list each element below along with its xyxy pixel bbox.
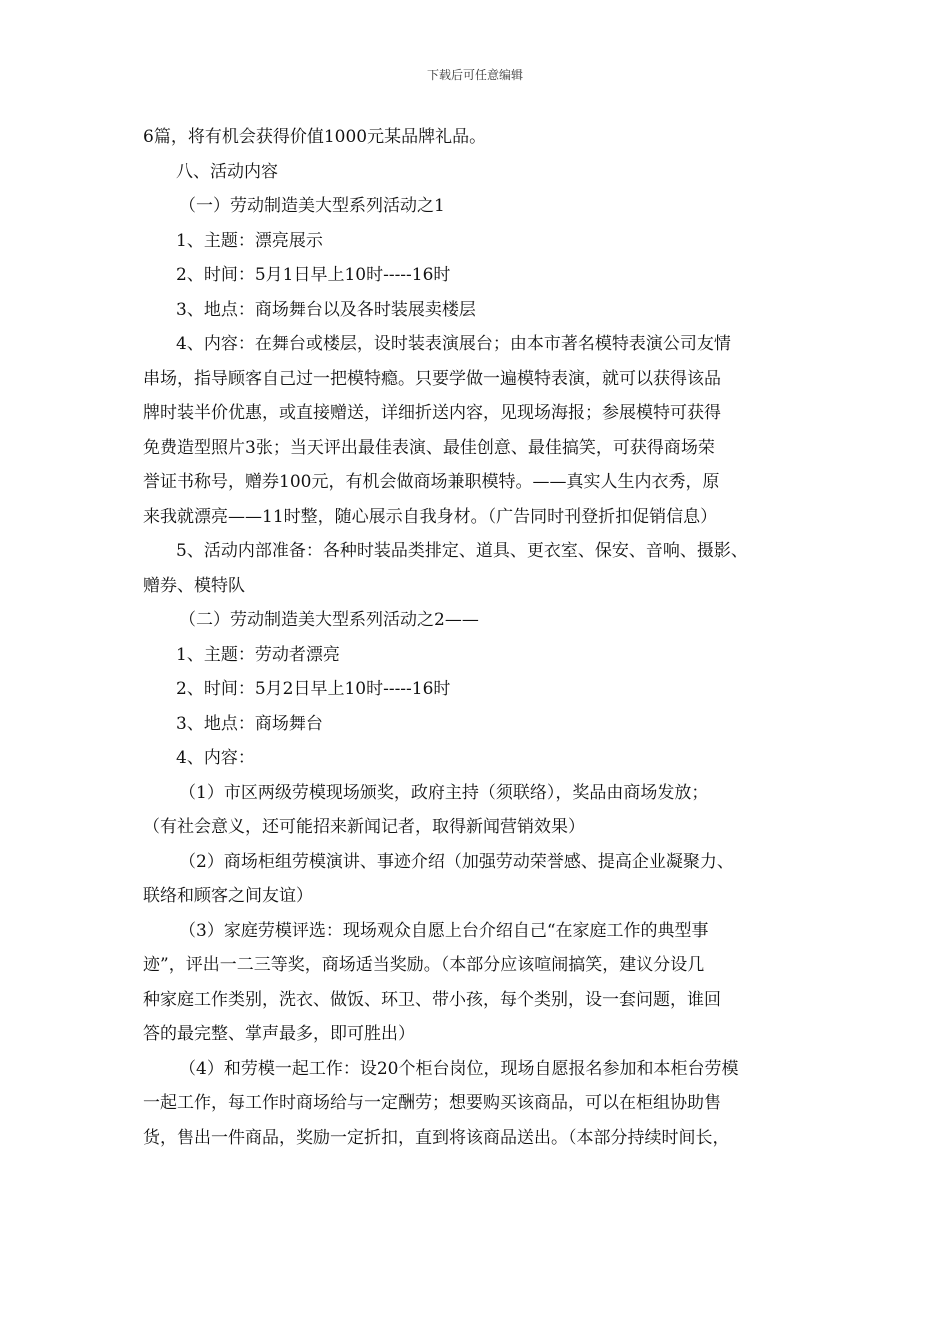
text-line: 货，售出一件商品，奖励一定折扣，直到将该商品送出。（本部分持续时间长， (143, 1127, 730, 1148)
text-line: 免费造型照片3张；当天评出最佳表演、最佳创意、最佳搞笑，可获得商场荣 (143, 437, 715, 458)
text-line: 联络和顾客之间友谊） (143, 886, 313, 906)
subsection-heading: （二）劳动制造美大型系列活动之2—— (179, 610, 479, 630)
text-line: 答的最完整、掌声最多，即可胜出） (143, 1024, 415, 1044)
text-line: 3、地点：商场舞台以及各时装展卖楼层 (176, 299, 476, 320)
text-line: 1、主题：劳动者漂亮 (176, 644, 340, 665)
subsection-heading: （一）劳动制造美大型系列活动之1 (179, 196, 445, 216)
text-line: 串场，指导顾客自己过一把模特瘾。只要学做一遍模特表演，就可以获得该品 (143, 368, 721, 389)
text-line: 2、时间：5月2日早上10时-----16时 (176, 679, 451, 699)
text-line: （2）商场柜组劳模演讲、事迹介绍（加强劳动荣誉感、提高企业凝聚力、 (179, 851, 734, 872)
text-line: 3、地点：商场舞台 (176, 713, 323, 734)
text-line: 迹”，评出一二三等奖，商场适当奖励。（本部分应该喧闹搞笑，建议分设几 (143, 955, 705, 975)
text-line: 种家庭工作类别，洗衣、做饭、环卫、带小孩，每个类别，设一套问题，谁回 (143, 989, 721, 1010)
text-line: （有社会意义，还可能招来新闻记者，取得新闻营销效果） (143, 817, 585, 837)
section-heading: 八、活动内容 (176, 161, 278, 182)
document-body (143, 120, 823, 1155)
text-line: 4、内容： (176, 748, 255, 768)
text-line: 牌时装半价优惠，或直接赠送，详细折送内容，见现场海报；参展模特可获得 (143, 403, 721, 423)
text-line: 誉证书称号，赠券100元，有机会做商场兼职模特。——真实人生内衣秀，原 (143, 472, 720, 492)
text-line: （3）家庭劳模评选：现场观众自愿上台介绍自己“在家庭工作的典型事 (179, 920, 709, 941)
text-line: 5、活动内部准备：各种时装品类排定、道具、更衣室、保安、音响、摄影、 (176, 541, 748, 561)
text-line: 6篇，将有机会获得价值1000元某品牌礼品。 (143, 127, 487, 147)
text-line: 4、内容：在舞台或楼层，设时装表演展台；由本市著名模特表演公司友情 (176, 334, 731, 354)
text-line: （1）市区两级劳模现场颁奖，政府主持（须联络），奖品由商场发放； (179, 782, 709, 803)
text-line: 2、时间：5月1日早上10时-----16时 (176, 265, 451, 285)
text-line: （4）和劳模一起工作：设20个柜台岗位，现场自愿报名参加和本柜台劳模 (179, 1058, 739, 1079)
text-line: 一起工作，每工作时商场给与一定酬劳；想要购买该商品，可以在柜组协助售 (143, 1093, 721, 1113)
text-line: 来我就漂亮——11时整，随心展示自我身材。（广告同时刊登折扣促销信息） (143, 506, 718, 527)
page-header: 下载后可任意编辑 (426, 68, 523, 82)
text-line: 赠券、模特队 (143, 575, 245, 596)
text-line: 1、主题：漂亮展示 (176, 230, 323, 251)
